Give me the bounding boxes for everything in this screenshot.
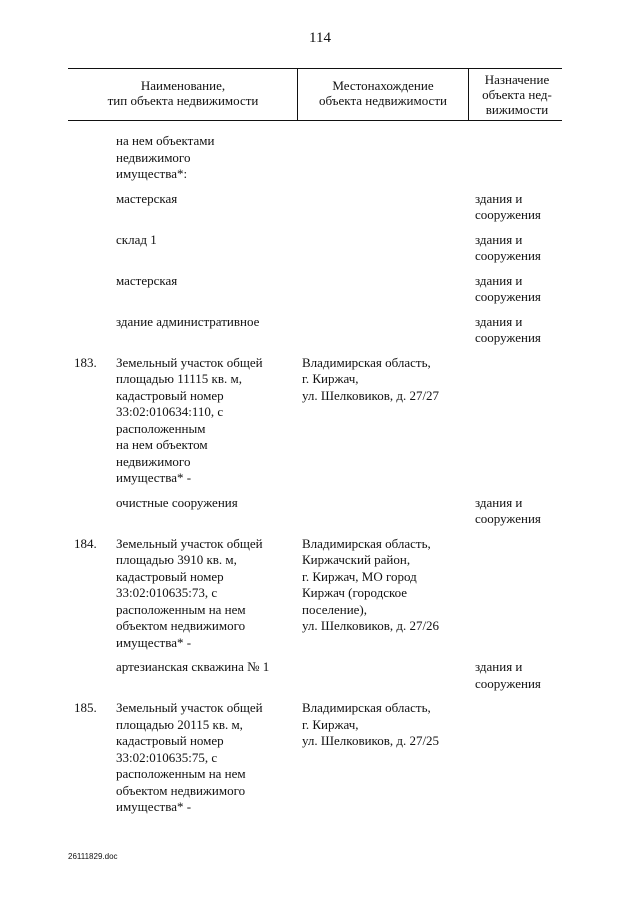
row-number: 183.	[74, 354, 97, 370]
header-location-column: Местонахождение объекта недвижимости	[319, 78, 447, 108]
object-purpose: здания и сооружения	[475, 494, 541, 526]
table-row	[0, 659, 640, 692]
header-divider-2	[468, 68, 469, 120]
row-number	[0, 273, 116, 306]
table-row	[0, 191, 640, 224]
header-top-rule	[68, 68, 562, 69]
file-name-footer: 26111829.doc	[68, 852, 118, 861]
object-name: очистные сооружения	[116, 494, 238, 510]
object-name: артезианская скважина № 1	[116, 659, 270, 674]
object-location	[302, 232, 475, 265]
object-name: мастерская	[116, 190, 178, 206]
table-row	[0, 700, 640, 816]
object-purpose	[475, 355, 575, 487]
table-row	[0, 355, 640, 487]
table-row	[0, 273, 640, 306]
row-number: 185.	[74, 700, 97, 715]
table-row	[0, 495, 640, 528]
object-name: на нем объектами недвижимого имущества*:	[116, 133, 215, 181]
row-number	[0, 495, 116, 528]
page-number: 114	[309, 30, 331, 46]
object-name: мастерская	[116, 272, 178, 288]
row-number	[0, 232, 116, 265]
object-purpose: здания и сооружения	[475, 659, 541, 691]
header-bottom-rule	[68, 120, 562, 121]
header-divider-1	[297, 68, 298, 120]
row-number	[0, 191, 116, 224]
object-purpose: здания и сооружения	[475, 190, 541, 222]
table-row	[0, 314, 640, 347]
row-number: 184.	[74, 535, 97, 551]
object-name: Земельный участок общей площадью 20115 кв. м, кадастровый номер 33:02:010635:75, с расположенным на нем объектом недвижимого имущества* -	[116, 700, 263, 814]
row-number	[0, 133, 116, 183]
object-name: склад 1	[116, 231, 157, 247]
object-location	[302, 495, 475, 528]
object-location	[302, 314, 475, 347]
object-location: Владимирская область, Киржачский район, г. Киржач, МО город Киржач (городское поселение), ул. Шелковиков, д. 27/26	[302, 535, 440, 633]
object-name: Земельный участок общей площадью 3910 кв. м, кадастровый номер 33:02:010635:73, с расположенным на нем объектом недвижимого имущества* -	[116, 535, 263, 650]
object-purpose	[475, 700, 575, 816]
header-purpose-column: Назначение объекта нед- вижимости	[482, 72, 552, 117]
header-name-column: Наименование, тип объекта недвижимости	[107, 78, 259, 108]
table-row	[0, 133, 640, 183]
object-purpose	[475, 536, 575, 652]
object-location	[302, 273, 475, 306]
property-table-body	[0, 133, 640, 824]
object-name: Земельный участок общей площадью 11115 кв. м, кадастровый номер 33:02:010634:110, с расположенным на нем объектом недвижимого имущества* -	[116, 354, 263, 485]
object-location	[302, 133, 475, 183]
object-location	[302, 659, 475, 692]
object-name: здание административное	[116, 313, 260, 329]
object-location: Владимирская область, г. Киржач, ул. Шелковиков, д. 27/27	[302, 354, 440, 403]
table-row	[0, 536, 640, 652]
object-purpose: здания и сооружения	[475, 272, 541, 304]
object-purpose: здания и сооружения	[475, 231, 541, 263]
row-number	[0, 314, 116, 347]
object-purpose	[475, 133, 575, 183]
table-row	[0, 232, 640, 265]
object-location: Владимирская область, г. Киржач, ул. Шелковиков, д. 27/25	[302, 700, 440, 748]
row-number	[0, 659, 116, 692]
object-location	[302, 191, 475, 224]
object-purpose: здания и сооружения	[475, 313, 541, 345]
